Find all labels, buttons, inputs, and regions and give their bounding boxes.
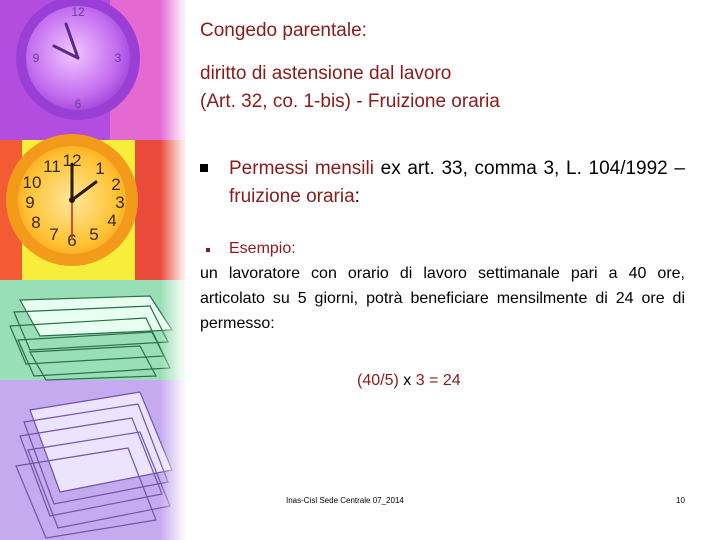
example-body: un lavoratore con orario di lavoro settimanale pari a 40 ore, articolato su 5 giorni, potrà beneficiare mensilmente di 24 ore di permesso: (200, 265, 685, 332)
formula-ratio: (40/5) (357, 372, 399, 389)
bullet-point-2 (200, 236, 685, 336)
svg-text:12: 12 (71, 5, 85, 19)
svg-text:3: 3 (114, 51, 122, 65)
bullet-1-colon: : (354, 186, 360, 207)
svg-text:2: 2 (111, 175, 121, 194)
svg-text:12: 12 (62, 151, 82, 170)
page-number: 10 (676, 496, 685, 505)
bullet-1-mode: fruizione oraria (229, 186, 355, 207)
wall-clock-icon (6, 134, 138, 266)
svg-text:6: 6 (67, 231, 77, 250)
square-bullet-icon (200, 164, 208, 172)
slide-title: Congedo parentale: (200, 20, 367, 41)
svg-text:10: 10 (22, 173, 42, 192)
calculation-formula (357, 372, 461, 390)
svg-text:4: 4 (107, 211, 117, 230)
bullet-point-1 (200, 155, 685, 211)
svg-text:9: 9 (25, 193, 35, 212)
formula-result: 3 = 24 (415, 372, 461, 389)
decorative-collage (0, 0, 185, 540)
slide-footer: Inas-Cisl Sede Centrale 07_2014 (286, 496, 404, 505)
example-label: Esempio: (229, 240, 296, 257)
svg-text:6: 6 (74, 97, 82, 111)
svg-text:1: 1 (95, 159, 105, 178)
subtitle-line-2: (Art. 32, co. 1-bis) - Fruizione oraria (200, 91, 500, 112)
collage-graphic (0, 0, 185, 540)
slide-subtitle (200, 60, 500, 116)
collage-fade-edge (160, 0, 200, 540)
svg-text:8: 8 (31, 213, 41, 232)
small-bullet-icon (206, 248, 210, 252)
formula-operator: x (398, 372, 416, 389)
wall-clock-icon (16, 0, 140, 120)
bullet-1-reference: ex art. 33, comma 3, L. 104/1992 – (373, 158, 685, 179)
svg-text:5: 5 (89, 225, 99, 244)
bullet-1-highlight: Permessi mensili (229, 158, 374, 179)
svg-text:11: 11 (43, 157, 61, 176)
svg-text:7: 7 (49, 225, 59, 244)
bullet-1-text (229, 155, 685, 211)
svg-text:9: 9 (32, 51, 40, 65)
svg-text:3: 3 (115, 193, 125, 212)
example-heading (200, 236, 685, 261)
subtitle-line-1: diritto di astensione dal lavoro (200, 63, 452, 84)
